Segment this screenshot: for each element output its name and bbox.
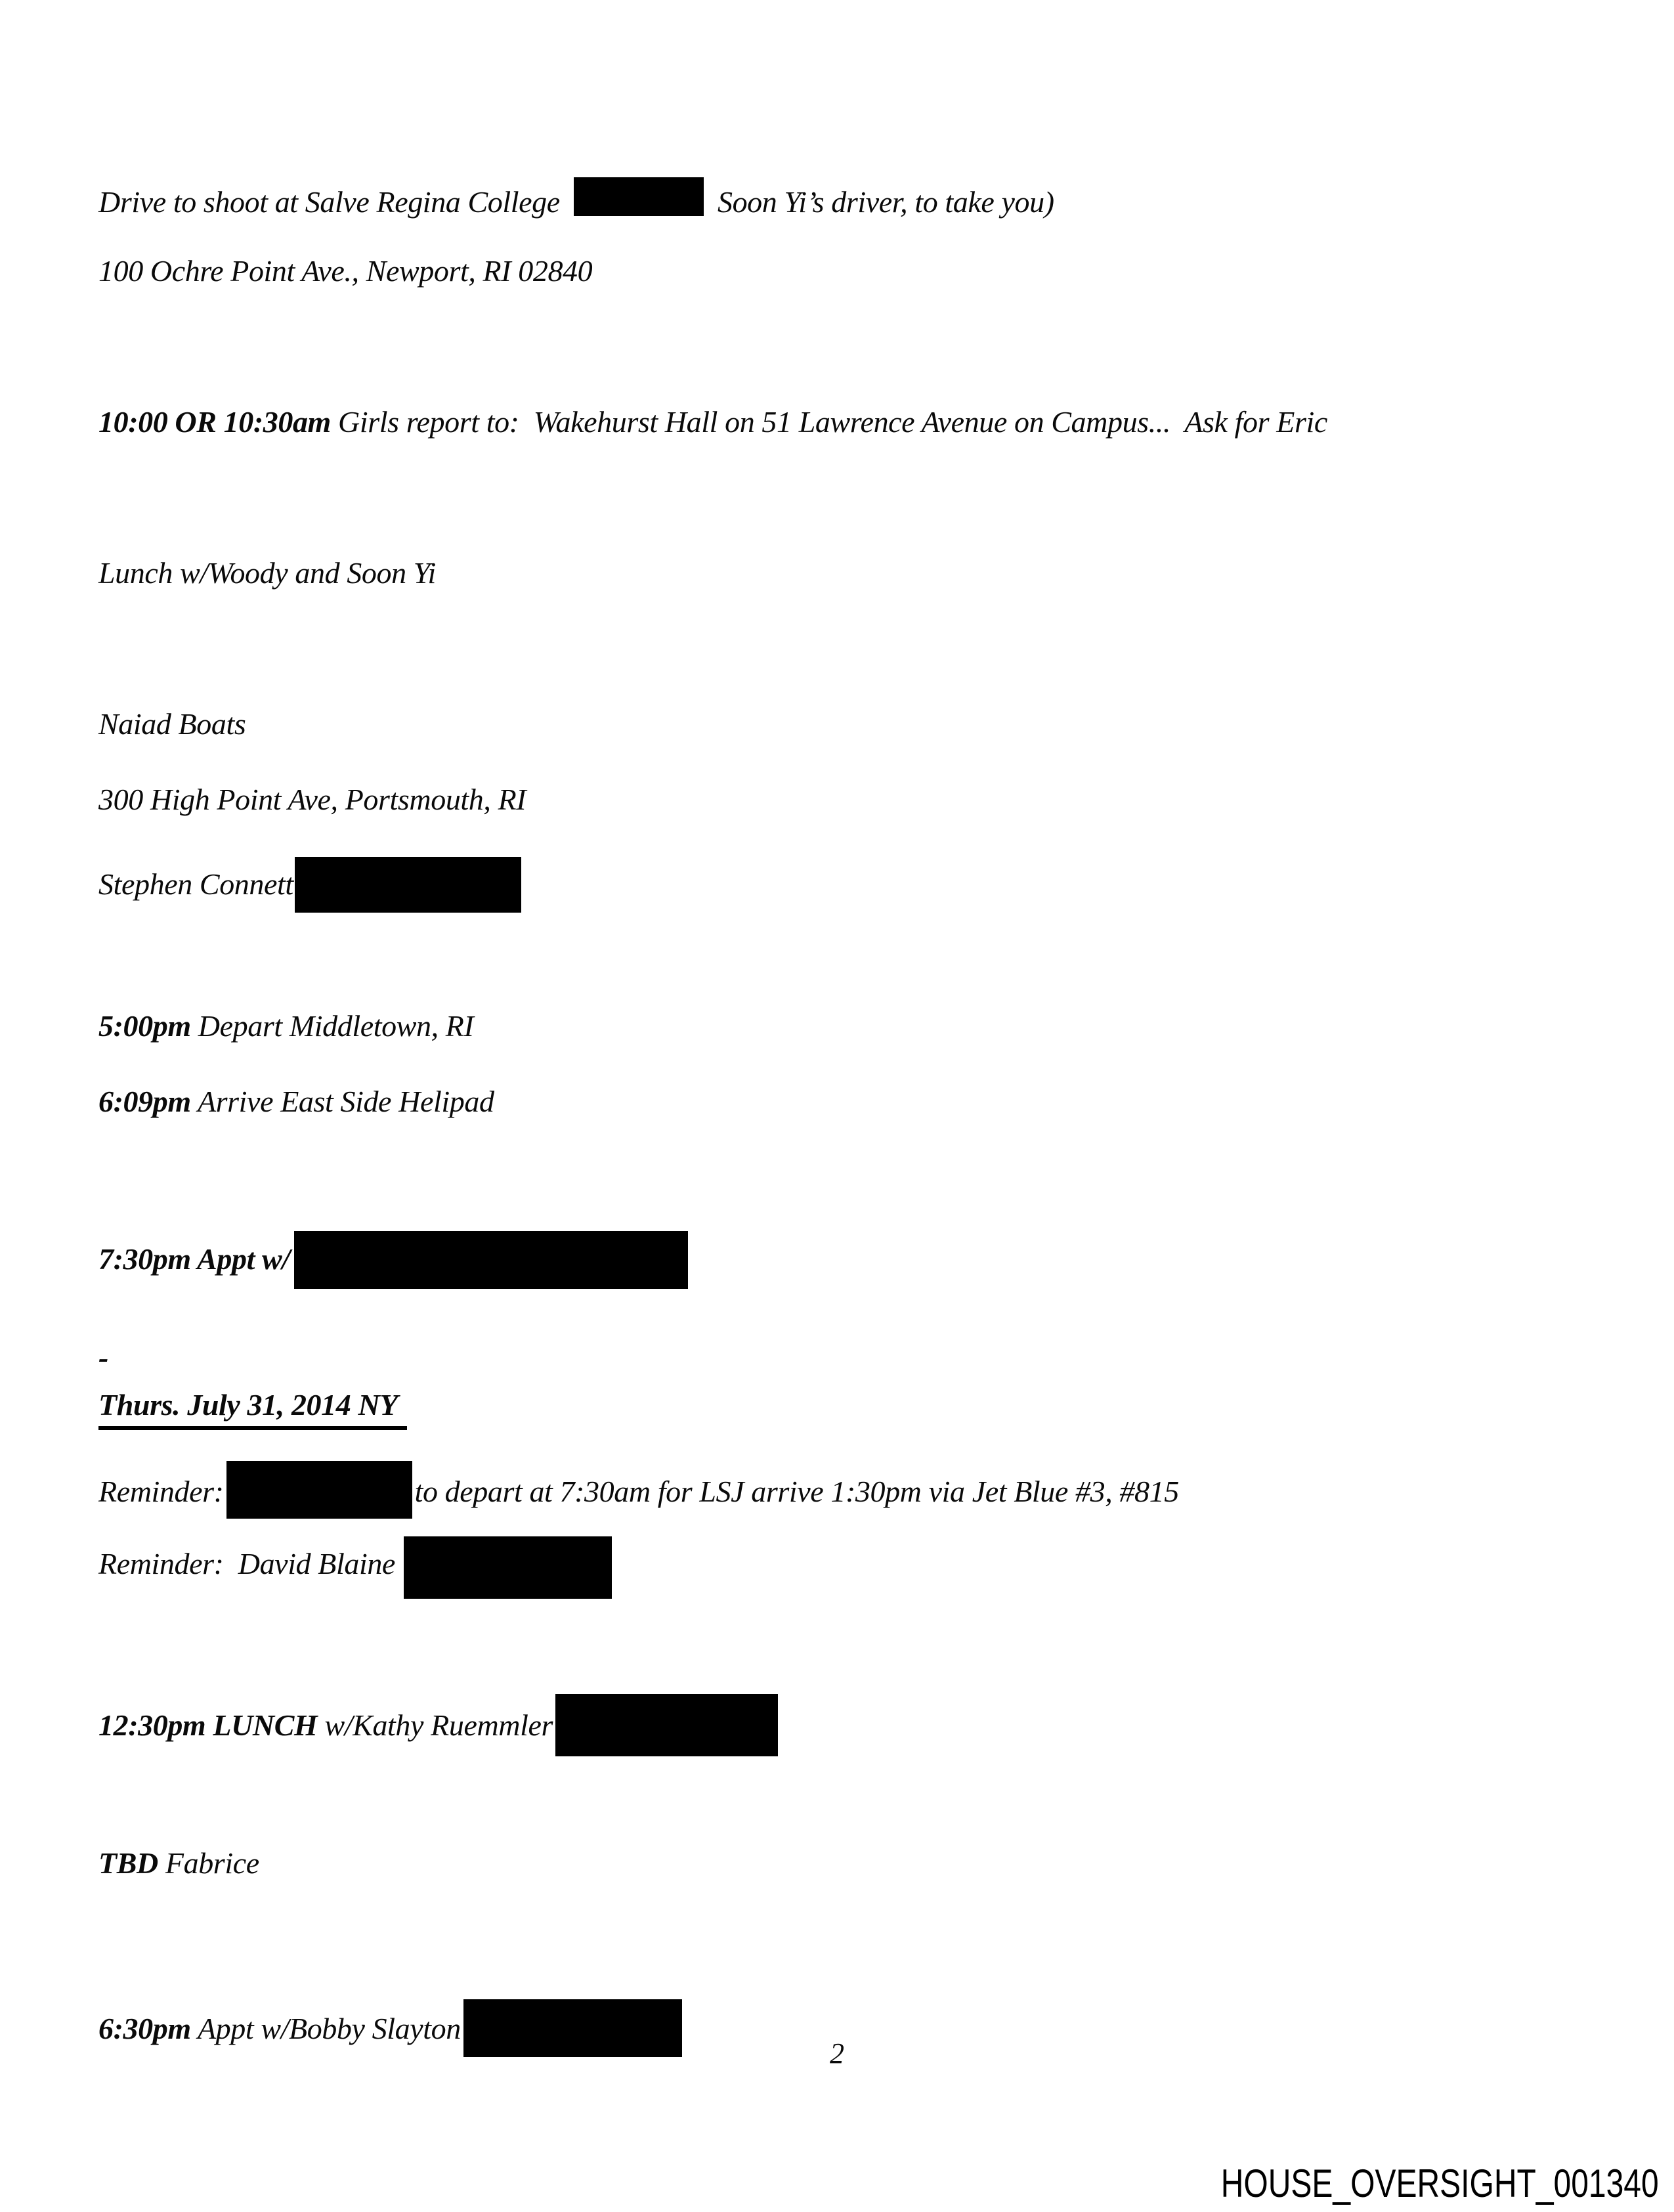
line-text: Fabrice — [158, 1846, 259, 1880]
line-appt-bobby-slayton — [98, 1999, 1635, 2057]
line-text: Reminder: — [98, 1475, 224, 1508]
line-text: Appt w/Bobby Slayton — [190, 2012, 461, 2045]
line-text: 100 Ochre Point Ave., Newport, RI 02840 — [98, 254, 593, 288]
redaction-bar — [294, 1231, 688, 1289]
line-text: w/Kathy Ruemmler — [317, 1708, 553, 1742]
time-label: 7:30pm Appt w/ — [98, 1242, 290, 1276]
line-text: 300 High Point Ave, Portsmouth, RI — [98, 783, 526, 816]
redaction-bar — [295, 857, 521, 913]
dash-mark: - — [98, 1341, 108, 1374]
day-heading: Thurs. July 31, 2014 NY — [98, 1387, 407, 1430]
line-text: Girls report to: Wakehurst Hall on 51 Lawrence Avenue on Campus... Ask for Eric — [330, 405, 1327, 439]
page-number: 2 — [830, 2037, 844, 2070]
time-label: 12:30pm LUNCH — [98, 1708, 318, 1742]
line-lunch-woody — [98, 555, 1635, 592]
redaction-bar — [555, 1694, 778, 1756]
line-address-portsmouth — [98, 781, 1635, 818]
line-text: Reminder: David Blaine — [98, 1547, 403, 1580]
line-reminder-depart — [98, 1461, 1635, 1519]
redaction-bar — [574, 177, 704, 216]
line-arrive-helipad — [98, 1083, 1635, 1120]
line-text: Soon Yi’s driver, to take you) — [710, 185, 1054, 219]
line-appt-730 — [98, 1231, 1635, 1289]
time-label: 6:30pm — [98, 2012, 191, 2045]
time-label: 6:09pm — [98, 1085, 191, 1118]
line-day-heading — [98, 1387, 1635, 1430]
line-dash — [98, 1339, 1635, 1376]
line-text: Naiad Boats — [98, 707, 246, 741]
line-stephen-connett — [98, 857, 1635, 913]
time-label: 5:00pm — [98, 1009, 191, 1043]
line-text: Arrive East Side Helipad — [190, 1085, 494, 1118]
line-text: Stephen Connett — [98, 867, 293, 901]
bates-stamp: HOUSE_OVERSIGHT_001340 — [1221, 2161, 1659, 2205]
time-label: TBD — [98, 1846, 158, 1880]
time-label: 10:00 OR 10:30am — [98, 405, 331, 439]
redaction-bar — [463, 1999, 682, 2057]
redaction-bar — [226, 1461, 412, 1519]
line-address-newport — [98, 253, 1635, 290]
line-reminder-david-blaine — [98, 1536, 1635, 1599]
line-girls-report — [98, 404, 1635, 441]
redaction-bar — [404, 1536, 612, 1599]
line-depart-middletown — [98, 1008, 1635, 1045]
line-text: to depart at 7:30am for LSJ arrive 1:30pm via Jet Blue #3, #815 — [414, 1475, 1179, 1508]
line-text: Lunch w/Woody and Soon Yi — [98, 556, 436, 590]
line-lunch-kathy-ruemmler — [98, 1694, 1635, 1756]
line-text: Depart Middletown, RI — [190, 1009, 474, 1043]
line-naiad-boats — [98, 706, 1635, 743]
line-drive-to-shoot — [98, 177, 1635, 221]
line-text: Drive to shoot at Salve Regina College — [98, 185, 567, 219]
line-tbd-fabrice — [98, 1845, 1635, 1882]
